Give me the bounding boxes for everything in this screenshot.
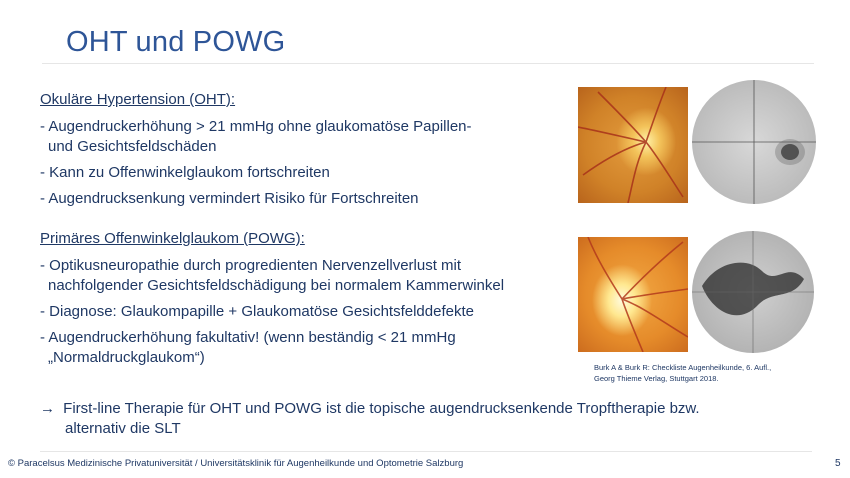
image-citation [594,362,771,384]
powg-bullet-3-line2: „Normaldruckglaukom“) [48,349,205,366]
arrow-right-icon: → [40,400,55,417]
powg-bullet-3-line1: - Augendruckerhöhung fakultativ! (wenn beständig < 21 mmHg [40,329,456,346]
oht-bullet-2: - Kann zu Offenwinkelglaukom fortschreiten [40,164,330,181]
footer-copyright: © Paracelsus Medizinische Privatuniversität / Universitätsklinik für Augenheilkunde und Optometrie Salzburg [8,458,464,469]
powg-bullet-3 [40,328,580,368]
fundus-oht-photo [578,87,688,203]
conclusion [40,399,700,439]
oht-bullet-1-line1: - Augendruckerhöhung > 21 mmHg ohne glaukomatöse Papillen- [40,118,472,135]
footer-divider [40,451,812,452]
powg-bullet-1-line2: nachfolgender Gesichtsfeldschädigung bei normalem Kammerwinkel [48,277,505,294]
oht-bullet-1-line2: und Gesichtsfeldschäden [48,138,217,155]
title-divider [42,63,814,64]
citation-line1: Burk A & Burk R: Checkliste Augenheilkunde, 6. Aufl., [594,363,772,372]
fundus-powg-photo [578,237,688,352]
oht-heading: Okuläre Hypertension (OHT): [40,91,236,108]
powg-bullet-1-line1: - Optikusneuropathie durch progredienten Nervenzellverlust mit [40,257,462,274]
page-number: 5 [835,458,841,469]
slide-title: OHT und POWG [66,26,286,58]
conclusion-line1: First-line Therapie für OHT und POWG ist die topische augendrucksenkende Tropftherapie bzw. [63,400,700,417]
conclusion-line2: alternativ die SLT [65,420,181,437]
oht-bullet-1 [40,117,580,157]
powg-bullet-2: - Diagnose: Glaukompapille + Glaukomatöse Gesichtsfelddefekte [40,303,474,320]
powg-bullet-1 [40,256,580,296]
slide-content [40,90,580,374]
oht-bullet-3: - Augendrucksenkung vermindert Risiko für Fortschreiten [40,190,419,207]
citation-line2: Georg Thieme Verlag, Stuttgart 2018. [594,374,719,383]
visual-field-powg [692,231,814,353]
powg-heading: Primäres Offenwinkelglaukom (POWG): [40,230,305,247]
visual-field-oht [692,80,816,204]
